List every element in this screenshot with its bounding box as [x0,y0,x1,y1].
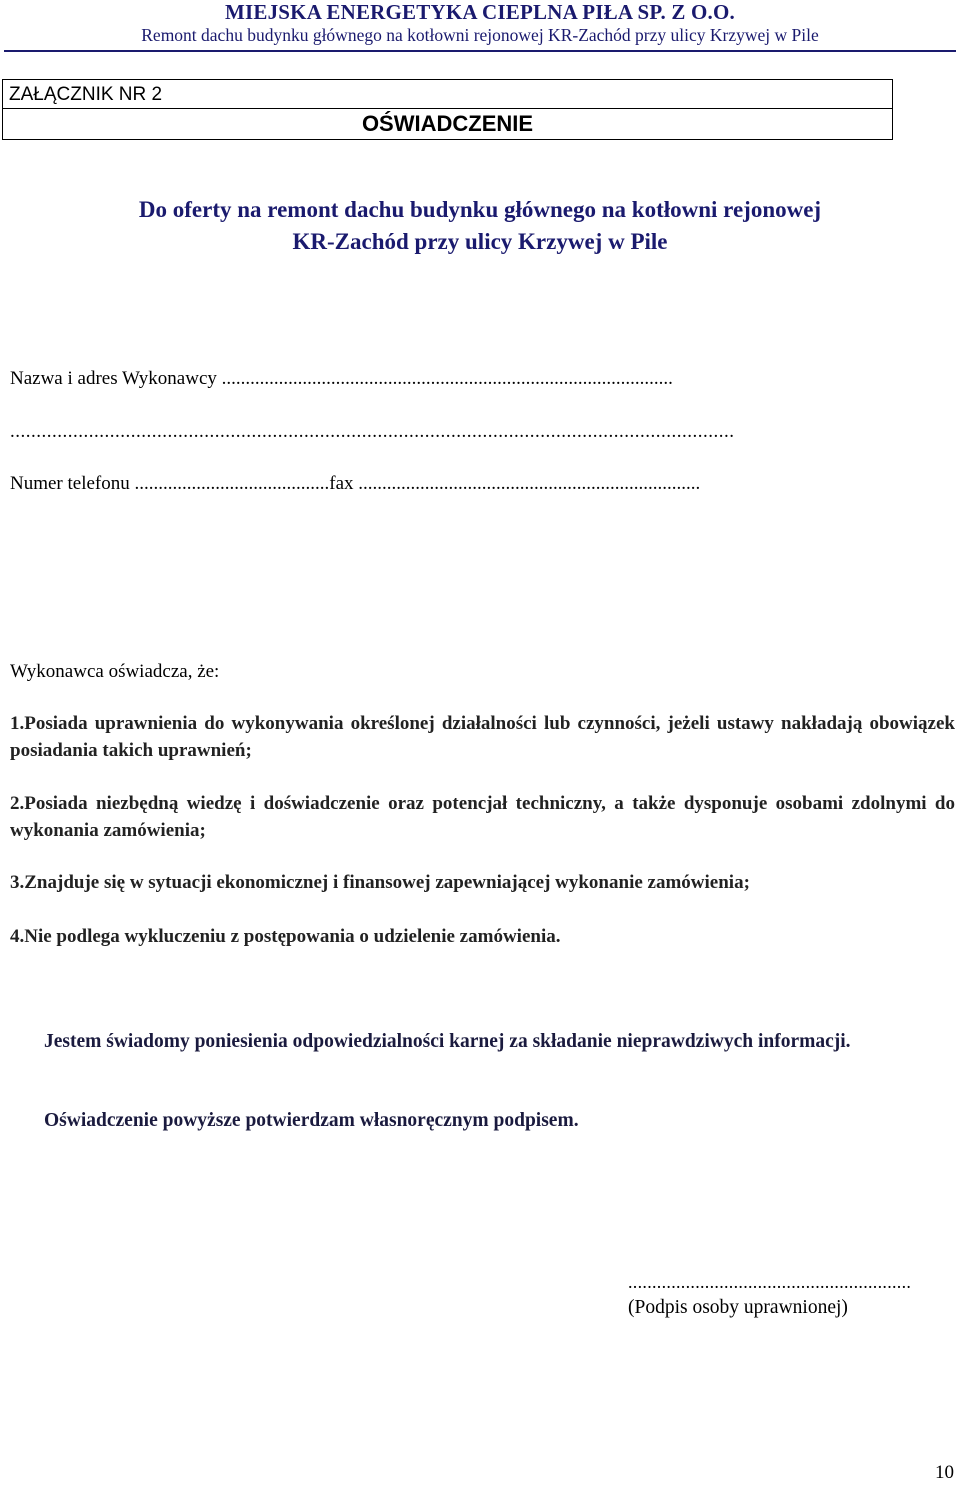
confirmation-statement: Oświadczenie powyższe potwierdzam własnoręcznym podpisem. [44,1110,579,1131]
signature-line: ........................................................... [628,1272,912,1292]
annex-title: OŚWIADCZENIE [361,111,534,136]
declaration-item-4: 4.Nie podlega wykluczeniu z postępowania o udzielenie zamówienia. [10,926,561,947]
annex-label: ZAŁĄCZNIK NR 2 [9,84,163,105]
contractor-phone-fax-field: Numer telefonu .........................................fax ........................................................................ [10,473,701,494]
page-number: 10 [935,1462,954,1483]
declaration-item-3: 3.Znajduje się w sytuacji ekonomicznej i finansowej zapewniającej wykonanie zamówienia; [10,872,750,893]
header-divider [4,50,956,52]
signature-label: (Podpis osoby uprawnionej) [628,1297,848,1318]
annex-row-divider [3,108,892,109]
contractor-name-continuation: .......................................................................................................................................... [10,421,735,442]
contractor-name-field: Nazwa i adres Wykonawcy ............................................................................................... [10,368,673,389]
declaration-item-1: 1.Posiada uprawnienia do wykonywania określonej działalności lub czynności, jeżeli ustawy nakładają obowiązek posiadania takich uprawnień; [10,713,955,761]
header-subtitle: Remont dachu budynku głównego na kotłowni rejonowej KR-Zachód przy ulicy Krzywej w Pile [141,25,819,45]
offer-title-line1: Do oferty na remont dachu budynku głównego na kotłowni rejonowej [138,197,822,222]
annex-box [2,79,893,140]
liability-statement: Jestem świadomy poniesienia odpowiedzialności karnej za składanie nieprawdziwych informacji. [44,1031,851,1052]
declaration-item-2: 2.Posiada niezbędną wiedzę i doświadczenie oraz potencjał techniczny, a także dysponuje osobami zdolnymi do wykonania zamówienia; [10,793,955,841]
declaration-intro: Wykonawca oświadcza, że: [10,661,220,682]
header-org-name: MIEJSKA ENERGETYKA CIEPLNA PIŁA SP. Z O.O. [225,0,735,24]
offer-title-line2: KR-Zachód przy ulicy Krzywej w Pile [292,229,668,254]
